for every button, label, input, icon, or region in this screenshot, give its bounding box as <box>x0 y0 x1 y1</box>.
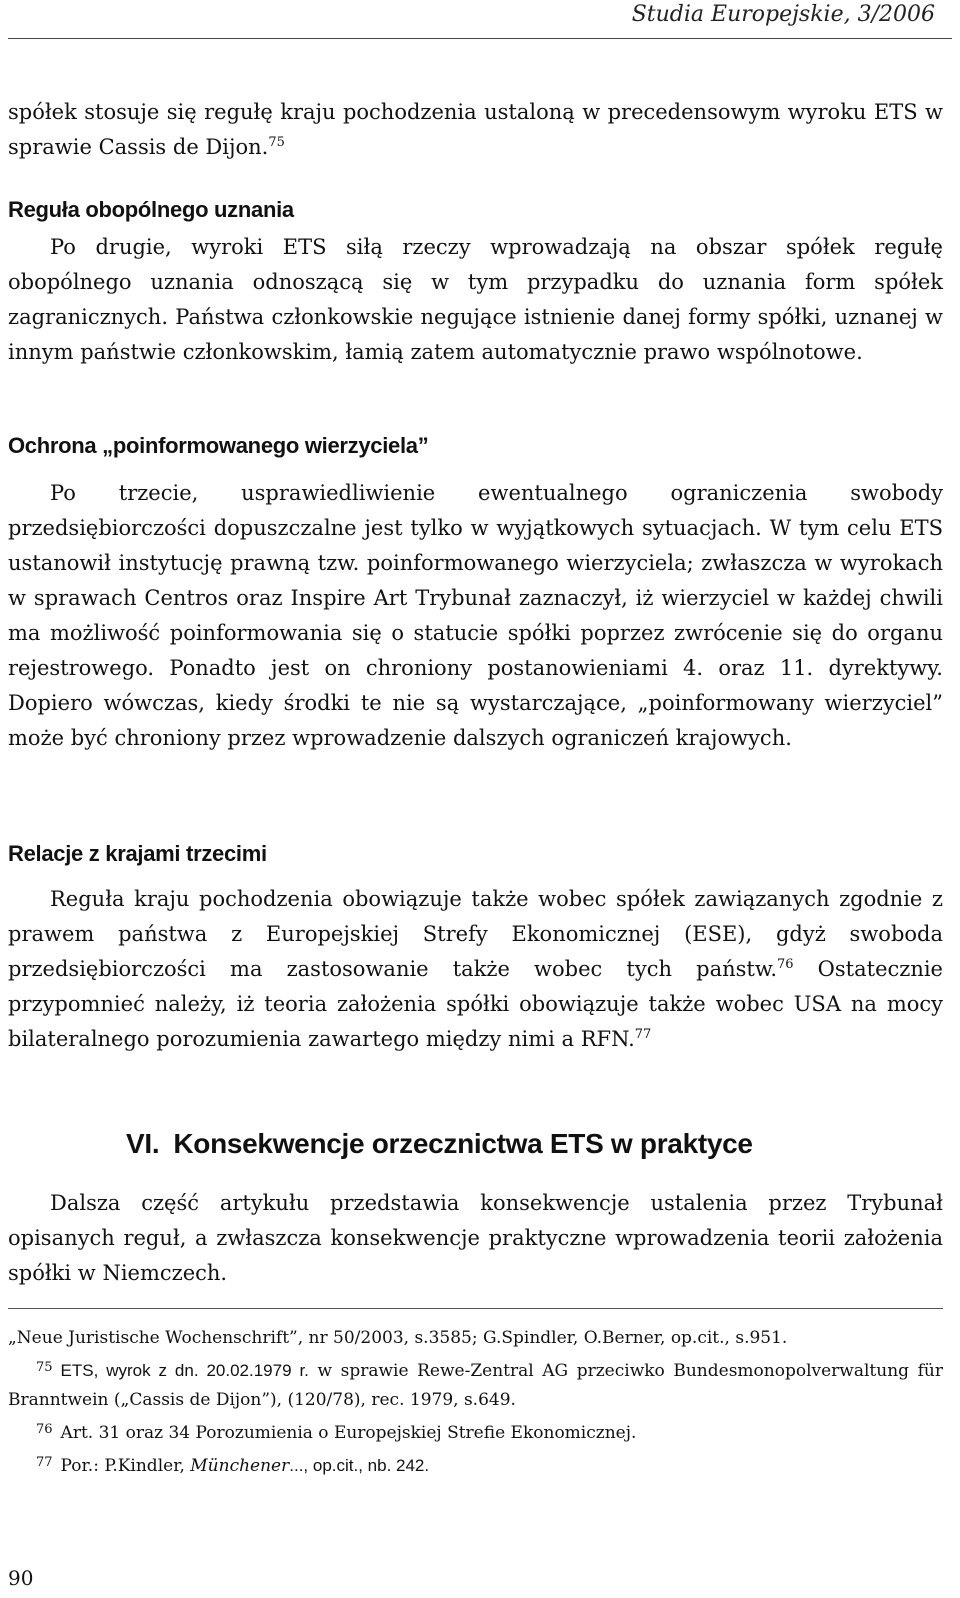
chapter-six <box>8 1124 943 1291</box>
section-text-third-countries <box>8 882 943 1057</box>
third-countries-text-2: Ostatecznie przypomnieć należy, iż teoria założenia spółki obowiązuje także wobec USA na mocy bilateralnego porozumienia zawartego między nimi a RFN. <box>8 957 943 1051</box>
section-informed-creditor <box>8 428 943 756</box>
running-title: Studia Europejskie, 3/2006 <box>631 2 935 27</box>
intro-text: spółek stosuje się regułę kraju pochodzenia ustaloną w precedensowym wyroku ETS w sprawie Cassis de Dijon. <box>8 100 943 159</box>
third-countries-text-1: Reguła kraju pochodzenia obowiązuje także wobec spółek zawiązanych zgodnie z prawem państwa z Europejskiej Strefy Ekonomicznej (ESE), gdyż swoboda przedsiębiorczości ma zastosowanie także wobec tych państw. <box>8 887 943 981</box>
intro-paragraph <box>8 95 943 165</box>
footnote-ref-77[interactable]: 77 <box>634 1027 652 1042</box>
footnote-ref-75[interactable]: 75 <box>268 135 285 150</box>
section-heading-third-countries: Relacje z krajami trzecimi <box>8 841 267 866</box>
footnote-continuation: „Neue Juristische Wochenschrift”, nr 50/2003, s.3585; G.Spindler, O.Berner, op.cit., s.951. <box>8 1328 788 1348</box>
section-heading-informed-creditor: Ochrona „poinformowanego wierzyciela” <box>8 433 429 458</box>
footnote-77-text-b: ..., op.cit., nb. 242. <box>289 1456 430 1475</box>
section-text-mutual-recognition: Po drugie, wyroki ETS siłą rzeczy wprowadzają na obszar spółek regułę obopólnego uznania odnoszącą się w tym przypadku do uznania form spółek zagranicznych. Państwa członkowskie negujące istnienie danej formy spółki, uznanej w innym państwie członkowskim, łamią zatem automatycznie prawo wspólnotowe. <box>8 235 943 364</box>
header-rule <box>8 38 952 39</box>
chapter-title: Konsekwencje orzecznictwa ETS w praktyce <box>173 1128 753 1159</box>
footnote-ref-76[interactable]: 76 <box>777 957 794 972</box>
page-number: 90 <box>8 1566 34 1590</box>
section-heading-mutual-recognition: Reguła obopólnego uznania <box>8 197 294 222</box>
footnote-mark-75: 75 <box>36 1360 53 1375</box>
chapter-heading <box>8 1124 943 1164</box>
footnote-rule <box>8 1308 943 1309</box>
footnote-mark-77: 77 <box>36 1455 53 1470</box>
chapter-text: Dalsza część artykułu przedstawia konsekwencje ustalenia przez Trybunał opisanych reguł, a zwłaszcza konsekwencje praktyczne wprowadzenia teorii założenia spółki w Niemczech. <box>8 1191 943 1285</box>
chapter-number: VI. <box>126 1128 160 1159</box>
footnote-77-italic: Münchener <box>190 1456 290 1476</box>
footnote-75-text-b: w sprawie Rewe-Zentral AG przeciwko Bundesmonopolverwaltung für Branntwein („Cassis de Dijon”), (120/78), rec. 1979, s.649. <box>8 1361 943 1410</box>
section-third-countries <box>8 836 943 1057</box>
footnote-75-text-a: ETS, wyrok z dn. 20.02.1979 r. <box>60 1361 309 1380</box>
footnote-77-text-a: Por.: P.Kindler, <box>60 1456 191 1476</box>
section-mutual-recognition <box>8 192 943 370</box>
footnotes <box>8 1324 943 1481</box>
footnote-75 <box>8 1353 943 1415</box>
footnote-76-text: Art. 31 oraz 34 Porozumienia o Europejskiej Strefie Ekonomicznej. <box>60 1423 637 1443</box>
footnote-76 <box>8 1415 943 1448</box>
section-text-informed-creditor: Po trzecie, usprawiedliwienie ewentualnego ograniczenia swobody przedsiębiorczości dopuszczalne jest tylko w wyjątkowych sytuacjach. W tym celu ETS ustanowił instytucję prawną tzw. poinformowanego wierzyciela; zwłaszcza w wyrokach w sprawach Centros oraz Inspire Art Trybunał zaznaczył, iż wierzyciel w każdej chwili ma możliwość poinformowania się o statucie spółki poprzez zwrócenie się do organu rejestrowego. Ponadto jest on chroniony postanowieniami 4. oraz 11. dyrektywy. Dopiero wówczas, kiedy środki te nie są wystarczające, „poinformowany wierzyciel” może być chroniony przez wprowadzenie dalszych ograniczeń krajowych. <box>8 481 943 750</box>
footnote-mark-76: 76 <box>36 1422 53 1437</box>
footnote-77 <box>8 1448 943 1481</box>
